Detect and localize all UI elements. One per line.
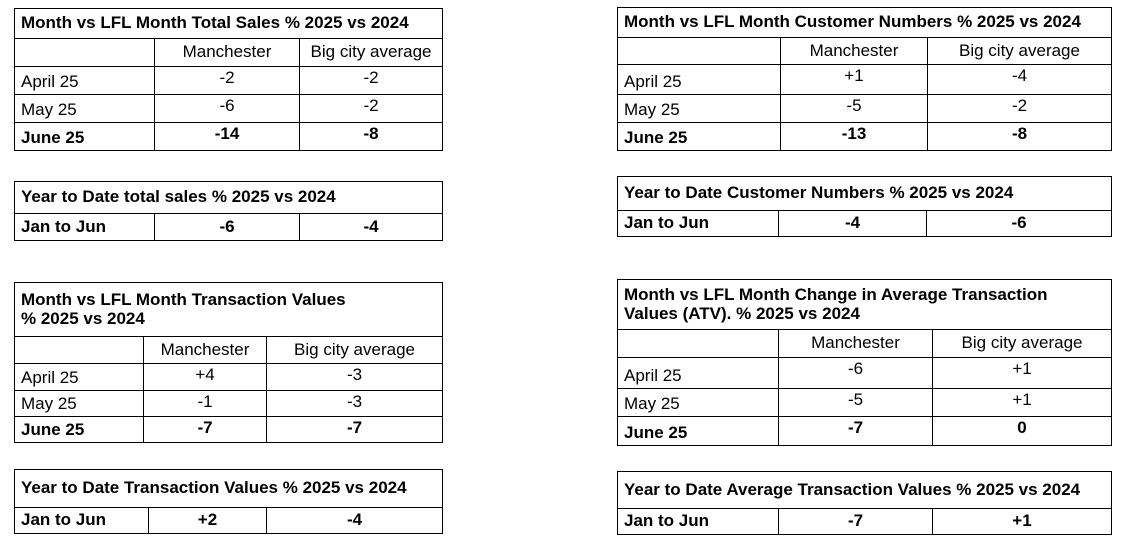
manchester-value: -13 (781, 123, 928, 151)
row-label: June 25 (15, 123, 155, 151)
table-title: Year to Date total sales % 2025 vs 2024 (15, 182, 443, 214)
table-row (618, 358, 1112, 389)
manchester-value: -2 (155, 67, 300, 95)
table-title: Month vs LFL Month Change in Average Transaction Values (ATV). % 2025 vs 2024 (618, 280, 1112, 330)
big-city-value: -2 (300, 95, 443, 123)
manchester-value: -5 (781, 95, 928, 123)
row-label: June 25 (618, 417, 779, 446)
big-city-value: -8 (928, 123, 1112, 151)
column-header-manchester: Manchester (144, 337, 267, 364)
row-label: May 25 (618, 389, 779, 417)
manchester-value: -7 (779, 509, 933, 535)
big-city-value: +1 (933, 509, 1112, 535)
atv-ytd-table (617, 471, 1112, 535)
empty-header-cell (618, 38, 781, 65)
row-label: Jan to Jun (15, 214, 155, 241)
table-row (618, 123, 1112, 151)
big-city-value: -3 (267, 364, 443, 391)
row-label: April 25 (618, 358, 779, 389)
table-row (15, 391, 443, 417)
manchester-value: -7 (144, 417, 267, 443)
table-row (15, 508, 443, 534)
row-label: June 25 (618, 123, 781, 151)
table-title: Month vs LFL Month Customer Numbers % 2025 vs 2024 (618, 8, 1112, 38)
manchester-value: +2 (149, 508, 267, 534)
column-header-manchester: Manchester (155, 39, 300, 67)
row-label: May 25 (15, 95, 155, 123)
column-header-big-city-average: Big city average (300, 39, 443, 67)
table-row (15, 214, 443, 241)
row-label: April 25 (15, 67, 155, 95)
row-label: Jan to Jun (15, 508, 149, 534)
row-label: June 25 (15, 417, 144, 443)
transaction-values-monthly-table (14, 282, 443, 443)
customer-numbers-monthly-table (617, 7, 1112, 151)
table-row (15, 364, 443, 391)
table-row (15, 417, 443, 443)
manchester-value: -4 (779, 211, 927, 237)
table-title: Year to Date Customer Numbers % 2025 vs 2024 (618, 177, 1112, 211)
table-row (618, 509, 1112, 535)
table-title: Year to Date Average Transaction Values % 2025 vs 2024 (618, 472, 1112, 509)
total-sales-monthly-table (14, 8, 443, 151)
big-city-value: -4 (267, 508, 443, 534)
row-label: Jan to Jun (618, 211, 779, 237)
big-city-value: 0 (933, 417, 1112, 446)
table-row (618, 417, 1112, 446)
empty-header-cell (15, 39, 155, 67)
big-city-value: -8 (300, 123, 443, 151)
table-title: Year to Date Transaction Values % 2025 vs 2024 (15, 470, 443, 508)
empty-header-cell (618, 330, 779, 358)
row-label: May 25 (15, 391, 144, 417)
transaction-values-ytd-table (14, 469, 443, 534)
big-city-value: -4 (928, 65, 1112, 95)
column-header-big-city-average: Big city average (933, 330, 1112, 358)
manchester-value: +4 (144, 364, 267, 391)
table-row (618, 95, 1112, 123)
big-city-value: +1 (933, 358, 1112, 389)
table-row (15, 123, 443, 151)
row-label: April 25 (618, 65, 781, 95)
column-header-manchester: Manchester (779, 330, 933, 358)
big-city-value: -7 (267, 417, 443, 443)
big-city-value: +1 (933, 389, 1112, 417)
table-row (618, 65, 1112, 95)
big-city-value: -2 (300, 67, 443, 95)
total-sales-ytd-table (14, 181, 443, 241)
row-label: April 25 (15, 364, 144, 391)
atv-monthly-table (617, 279, 1112, 446)
manchester-value: -14 (155, 123, 300, 151)
column-header-manchester: Manchester (781, 38, 928, 65)
row-label: Jan to Jun (618, 509, 779, 535)
row-label: May 25 (618, 95, 781, 123)
table-row (15, 67, 443, 95)
manchester-value: -6 (155, 214, 300, 241)
customer-numbers-ytd-table (617, 176, 1112, 237)
manchester-value: -7 (779, 417, 933, 446)
table-row (618, 211, 1112, 237)
column-header-big-city-average: Big city average (267, 337, 443, 364)
manchester-value: -6 (779, 358, 933, 389)
table-title: Month vs LFL Month Total Sales % 2025 vs 2024 (15, 9, 443, 39)
column-header-big-city-average: Big city average (928, 38, 1112, 65)
manchester-value: -6 (155, 95, 300, 123)
table-row (15, 95, 443, 123)
big-city-value: -3 (267, 391, 443, 417)
big-city-value: -2 (928, 95, 1112, 123)
table-title: Month vs LFL Month Transaction Values % 2025 vs 2024 (15, 283, 443, 337)
big-city-value: -6 (927, 211, 1112, 237)
table-row (618, 389, 1112, 417)
big-city-value: -4 (300, 214, 443, 241)
manchester-value: -5 (779, 389, 933, 417)
manchester-value: -1 (144, 391, 267, 417)
manchester-value: +1 (781, 65, 928, 95)
empty-header-cell (15, 337, 144, 364)
